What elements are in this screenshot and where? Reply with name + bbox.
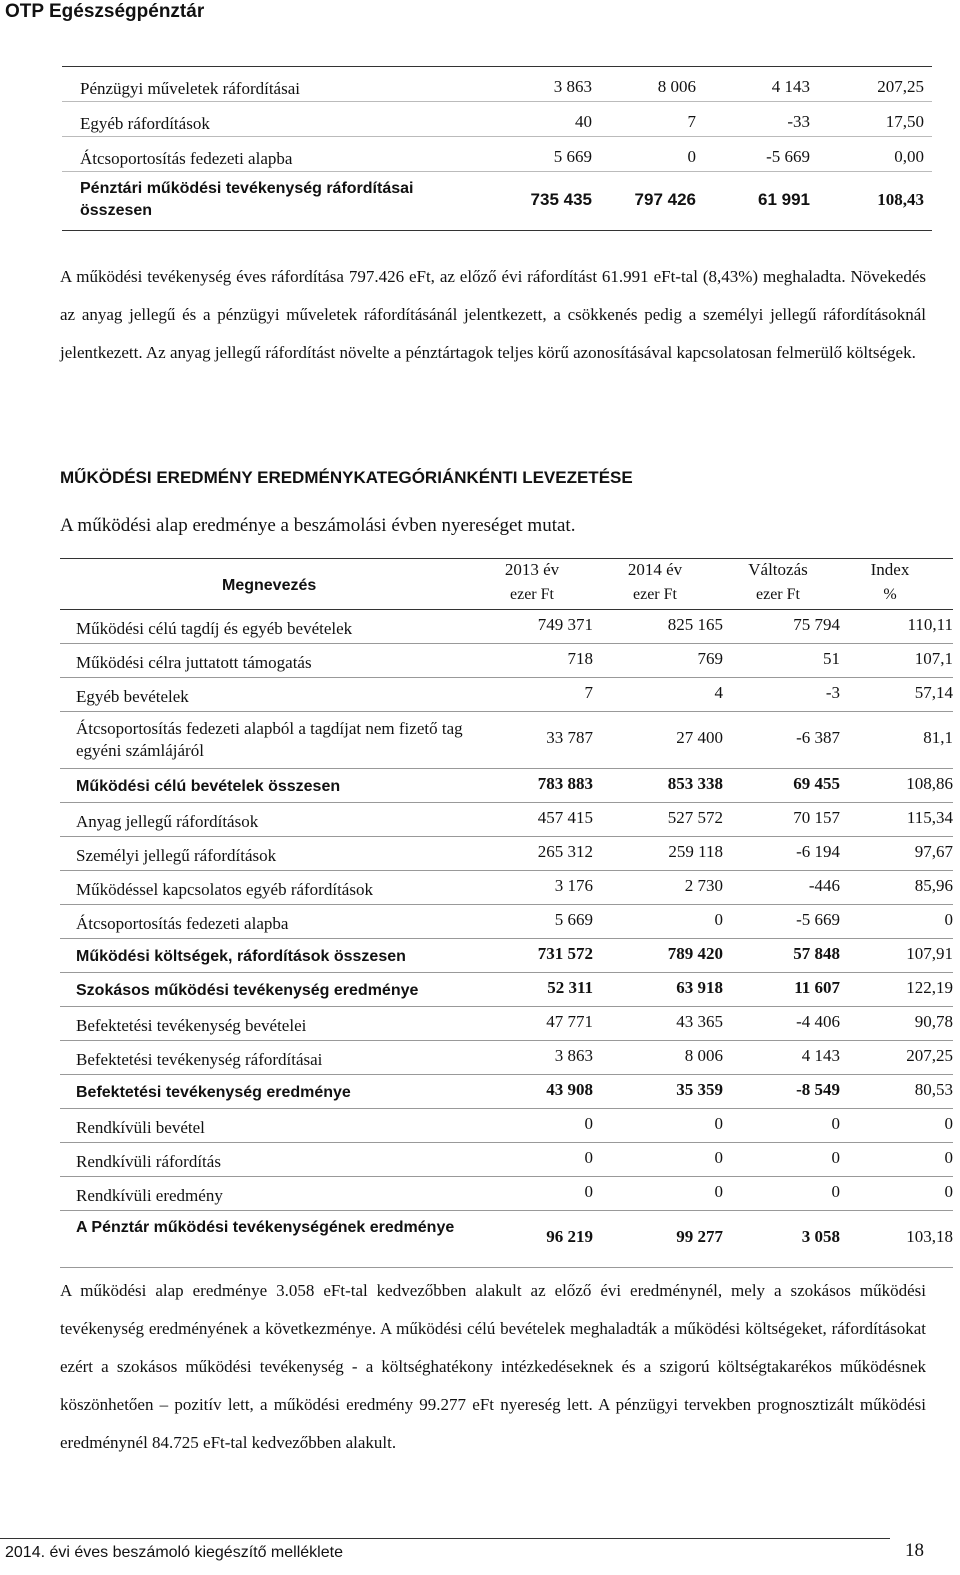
cell-index: 122,19 bbox=[906, 978, 953, 997]
table-row bbox=[60, 1211, 953, 1268]
row-label: Befektetési tevékenység bevételei bbox=[76, 1016, 307, 1035]
cell-2013: 718 bbox=[567, 649, 593, 668]
row-label: Átcsoportosítás fedezeti alapba bbox=[80, 149, 293, 168]
table-row bbox=[60, 769, 953, 803]
cell-2014: 43 365 bbox=[676, 1012, 723, 1031]
header-2013: 2013 év bbox=[504, 560, 560, 579]
cell-2013: 0 bbox=[584, 1182, 593, 1201]
cell-change: 69 455 bbox=[793, 774, 840, 793]
table-header bbox=[60, 558, 953, 610]
cell-2013: 3 863 bbox=[553, 77, 592, 96]
cell-index: 0 bbox=[944, 1182, 953, 1201]
cell-2014: 853 338 bbox=[667, 774, 723, 793]
cell-2013: 40 bbox=[575, 112, 592, 131]
cell-index: 80,53 bbox=[914, 1080, 953, 1099]
cell-2013: 5 669 bbox=[554, 910, 593, 929]
row-label: Szokásos működési tevékenység eredménye bbox=[76, 982, 419, 999]
table-row bbox=[60, 905, 953, 939]
cell-change: 75 794 bbox=[793, 615, 840, 634]
cell-index: 115,34 bbox=[906, 808, 953, 827]
cell-2013: 457 415 bbox=[537, 808, 593, 827]
cell-change: 4 143 bbox=[771, 77, 810, 96]
cell-2014: 2 730 bbox=[684, 876, 723, 895]
table-row bbox=[60, 1177, 953, 1211]
cell-2013: 5 669 bbox=[553, 147, 592, 166]
cell-index: 85,96 bbox=[914, 876, 953, 895]
header-change-unit: ezer Ft bbox=[756, 586, 800, 603]
footer-text: 2014. évi éves beszámoló kiegészítő melléklete bbox=[5, 1544, 343, 1561]
table-total-row bbox=[62, 172, 932, 231]
row-label: Befektetési tevékenység eredménye bbox=[76, 1084, 351, 1101]
row-label: Működési célú bevételek összesen bbox=[76, 778, 341, 795]
header-2014: 2014 év bbox=[627, 560, 683, 579]
cell-2013: 3 176 bbox=[554, 876, 593, 895]
cell-index: 90,78 bbox=[914, 1012, 953, 1031]
cell-index: 110,11 bbox=[907, 615, 953, 634]
cell-index: 17,50 bbox=[885, 112, 924, 131]
cell-2013: 3 863 bbox=[554, 1046, 593, 1065]
table-row bbox=[60, 1143, 953, 1177]
cell-change: 4 143 bbox=[801, 1046, 840, 1065]
cell-index: 108,43 bbox=[877, 190, 924, 209]
row-label: Átcsoportosítás fedezeti alapból a tagdíjat nem fizető tag egyéni számlájáról bbox=[76, 719, 463, 760]
cell-change: -5 669 bbox=[766, 147, 810, 166]
table-row bbox=[60, 712, 953, 769]
cell-2013: 7 bbox=[584, 683, 593, 702]
cell-change: -6 387 bbox=[796, 728, 840, 747]
cell-2014: 769 bbox=[697, 649, 723, 668]
cell-index: 107,91 bbox=[906, 944, 953, 963]
cell-2013: 735 435 bbox=[530, 190, 592, 209]
row-label: Pénztári működési tevékenység ráfordításai összesen bbox=[80, 180, 414, 219]
cell-2014: 27 400 bbox=[676, 728, 723, 747]
cell-2014: 63 918 bbox=[676, 978, 723, 997]
cell-2013: 43 908 bbox=[546, 1080, 593, 1099]
table-row bbox=[60, 644, 953, 678]
cell-index: 0 bbox=[944, 1114, 953, 1133]
row-label: Egyéb bevételek bbox=[76, 687, 189, 706]
table-row bbox=[60, 973, 953, 1007]
cell-2013: 96 219 bbox=[546, 1227, 593, 1246]
cell-2013: 52 311 bbox=[547, 978, 593, 997]
cell-change: 51 bbox=[823, 649, 840, 668]
table-row bbox=[62, 137, 932, 172]
table-row bbox=[60, 610, 953, 644]
cell-2014: 797 426 bbox=[634, 190, 696, 209]
cell-change: 11 607 bbox=[794, 978, 840, 997]
row-label: Működési célra juttatott támogatás bbox=[76, 653, 312, 672]
result-table bbox=[60, 558, 953, 1268]
header-change: Változás bbox=[748, 560, 808, 579]
cell-2014: 4 bbox=[714, 683, 723, 702]
cell-2013: 783 883 bbox=[537, 774, 593, 793]
row-label: Működési költségek, ráfordítások összesen bbox=[76, 948, 406, 965]
cell-2013: 0 bbox=[584, 1114, 593, 1133]
header-name: Megnevezés bbox=[222, 577, 317, 594]
cell-index: 0,00 bbox=[894, 147, 924, 166]
table-row bbox=[60, 871, 953, 905]
top-expense-table bbox=[62, 66, 932, 231]
cell-change: -4 406 bbox=[796, 1012, 840, 1031]
cell-2014: 0 bbox=[714, 1114, 723, 1133]
cell-2014: 0 bbox=[714, 1182, 723, 1201]
header-index-unit: % bbox=[883, 586, 897, 603]
row-label: Anyag jellegű ráfordítások bbox=[76, 812, 259, 831]
cell-2013: 265 312 bbox=[537, 842, 593, 861]
cell-change: -446 bbox=[808, 876, 840, 895]
table-row bbox=[60, 1007, 953, 1041]
table-row bbox=[60, 678, 953, 712]
paragraph-expenses: A működési tevékenység éves ráfordítása 797.426 eFt, az előző évi ráfordítást 61.991 eFt-tal (8,43%) meghaladta. Növekedés az anyag jellegű és a pénzügyi műveletek ráfordításánál jelentkezett, a csökkenés pedig a személyi jellegű ráfordításoknál jelentkezett. Az anyag jellegű ráfordítást növelte a pénztártagok teljes körű azonosításával kapcsolatosan felmerülő költségek. bbox=[60, 267, 926, 362]
cell-2013: 749 371 bbox=[537, 615, 593, 634]
cell-change: -3 bbox=[825, 683, 840, 702]
cell-change: -5 669 bbox=[796, 910, 840, 929]
cell-2014: 259 118 bbox=[668, 842, 723, 861]
cell-change: 0 bbox=[831, 1114, 840, 1133]
cell-2014: 35 359 bbox=[676, 1080, 723, 1099]
row-label: Átcsoportosítás fedezeti alapba bbox=[76, 914, 289, 933]
cell-change: -8 549 bbox=[796, 1080, 840, 1099]
header-2014-unit: ezer Ft bbox=[633, 586, 677, 603]
cell-2014: 789 420 bbox=[667, 944, 723, 963]
cell-index: 0 bbox=[944, 910, 953, 929]
table-row bbox=[60, 1109, 953, 1143]
row-label: Egyéb ráfordítások bbox=[80, 114, 210, 133]
paragraph-result: A működési alap eredménye 3.058 eFt-tal kedvezőbben alakult az előző évi eredménynél, mely a szokásos működési tevékenység eredményének a következménye. A működési célú bevételek meghaladták a működési költségeket, ráfordításokat ezért a szokásos működési tevékenység - a költséghatékony intézkedéseknek és a szigorú költségtakarékos működésnek köszönhetően – pozitív lett, a működési eredmény 99.277 eFt nyereség lett. A pénzügyi tervekben prognosztizált működési eredménynél 84.725 eFt-tal kedvezőbben alakult. bbox=[60, 1281, 926, 1452]
header-index: Index bbox=[870, 560, 910, 579]
cell-change: 61 991 bbox=[758, 190, 810, 209]
cell-2014: 8 006 bbox=[657, 77, 696, 96]
row-label: A Pénztár működési tevékenységének eredménye bbox=[76, 1219, 455, 1236]
cell-change: -33 bbox=[787, 112, 810, 131]
cell-index: 0 bbox=[944, 1148, 953, 1167]
cell-index: 57,14 bbox=[914, 683, 953, 702]
row-label: Befektetési tevékenység ráfordításai bbox=[76, 1050, 323, 1069]
cell-index: 207,25 bbox=[906, 1046, 953, 1065]
cell-change: 0 bbox=[831, 1182, 840, 1201]
page-number: 18 bbox=[905, 1540, 924, 1561]
cell-index: 97,67 bbox=[914, 842, 953, 861]
cell-2014: 7 bbox=[687, 112, 696, 131]
row-label: Működési célú tagdíj és egyéb bevételek bbox=[76, 619, 353, 638]
cell-index: 207,25 bbox=[877, 77, 924, 96]
page-header-title: OTP Egészségpénztár bbox=[5, 1, 205, 22]
cell-2014: 0 bbox=[714, 1148, 723, 1167]
row-label: Működéssel kapcsolatos egyéb ráfordítások bbox=[76, 880, 373, 899]
row-label: Rendkívüli eredmény bbox=[76, 1186, 223, 1205]
footer-divider bbox=[0, 1538, 890, 1539]
cell-change: -6 194 bbox=[796, 842, 840, 861]
cell-2014: 825 165 bbox=[667, 615, 723, 634]
row-label: Rendkívüli bevétel bbox=[76, 1118, 205, 1137]
cell-index: 103,18 bbox=[906, 1227, 953, 1246]
table-row bbox=[60, 837, 953, 871]
cell-index: 107,1 bbox=[914, 649, 953, 668]
cell-change: 0 bbox=[831, 1148, 840, 1167]
cell-2014: 8 006 bbox=[684, 1046, 723, 1065]
header-2013-unit: ezer Ft bbox=[510, 586, 554, 603]
cell-change: 3 058 bbox=[801, 1227, 840, 1246]
table-body bbox=[60, 610, 953, 1268]
section-subtitle: A működési alap eredménye a beszámolási évben nyereséget mutat. bbox=[60, 515, 576, 536]
row-label: Személyi jellegű ráfordítások bbox=[76, 846, 277, 865]
cell-2013: 33 787 bbox=[546, 728, 593, 747]
table-row bbox=[60, 939, 953, 973]
table-row bbox=[60, 1041, 953, 1075]
row-label: Rendkívüli ráfordítás bbox=[76, 1152, 221, 1171]
section-heading: MŰKÖDÉSI EREDMÉNY EREDMÉNYKATEGÓRIÁNKÉNTI LEVEZETÉSE bbox=[60, 468, 633, 487]
cell-2013: 0 bbox=[584, 1148, 593, 1167]
table-row bbox=[62, 102, 932, 137]
table-row bbox=[60, 803, 953, 837]
cell-change: 70 157 bbox=[793, 808, 840, 827]
cell-2014: 0 bbox=[687, 147, 696, 166]
cell-2014: 0 bbox=[714, 910, 723, 929]
cell-2013: 47 771 bbox=[546, 1012, 593, 1031]
cell-2014: 527 572 bbox=[667, 808, 723, 827]
cell-2013: 731 572 bbox=[537, 944, 593, 963]
table-row bbox=[60, 1075, 953, 1109]
cell-2014: 99 277 bbox=[676, 1227, 723, 1246]
table-row bbox=[62, 67, 932, 102]
cell-change: 57 848 bbox=[793, 944, 840, 963]
cell-index: 81,1 bbox=[923, 728, 953, 747]
row-label: Pénzügyi műveletek ráfordításai bbox=[80, 79, 300, 98]
cell-index: 108,86 bbox=[906, 774, 953, 793]
